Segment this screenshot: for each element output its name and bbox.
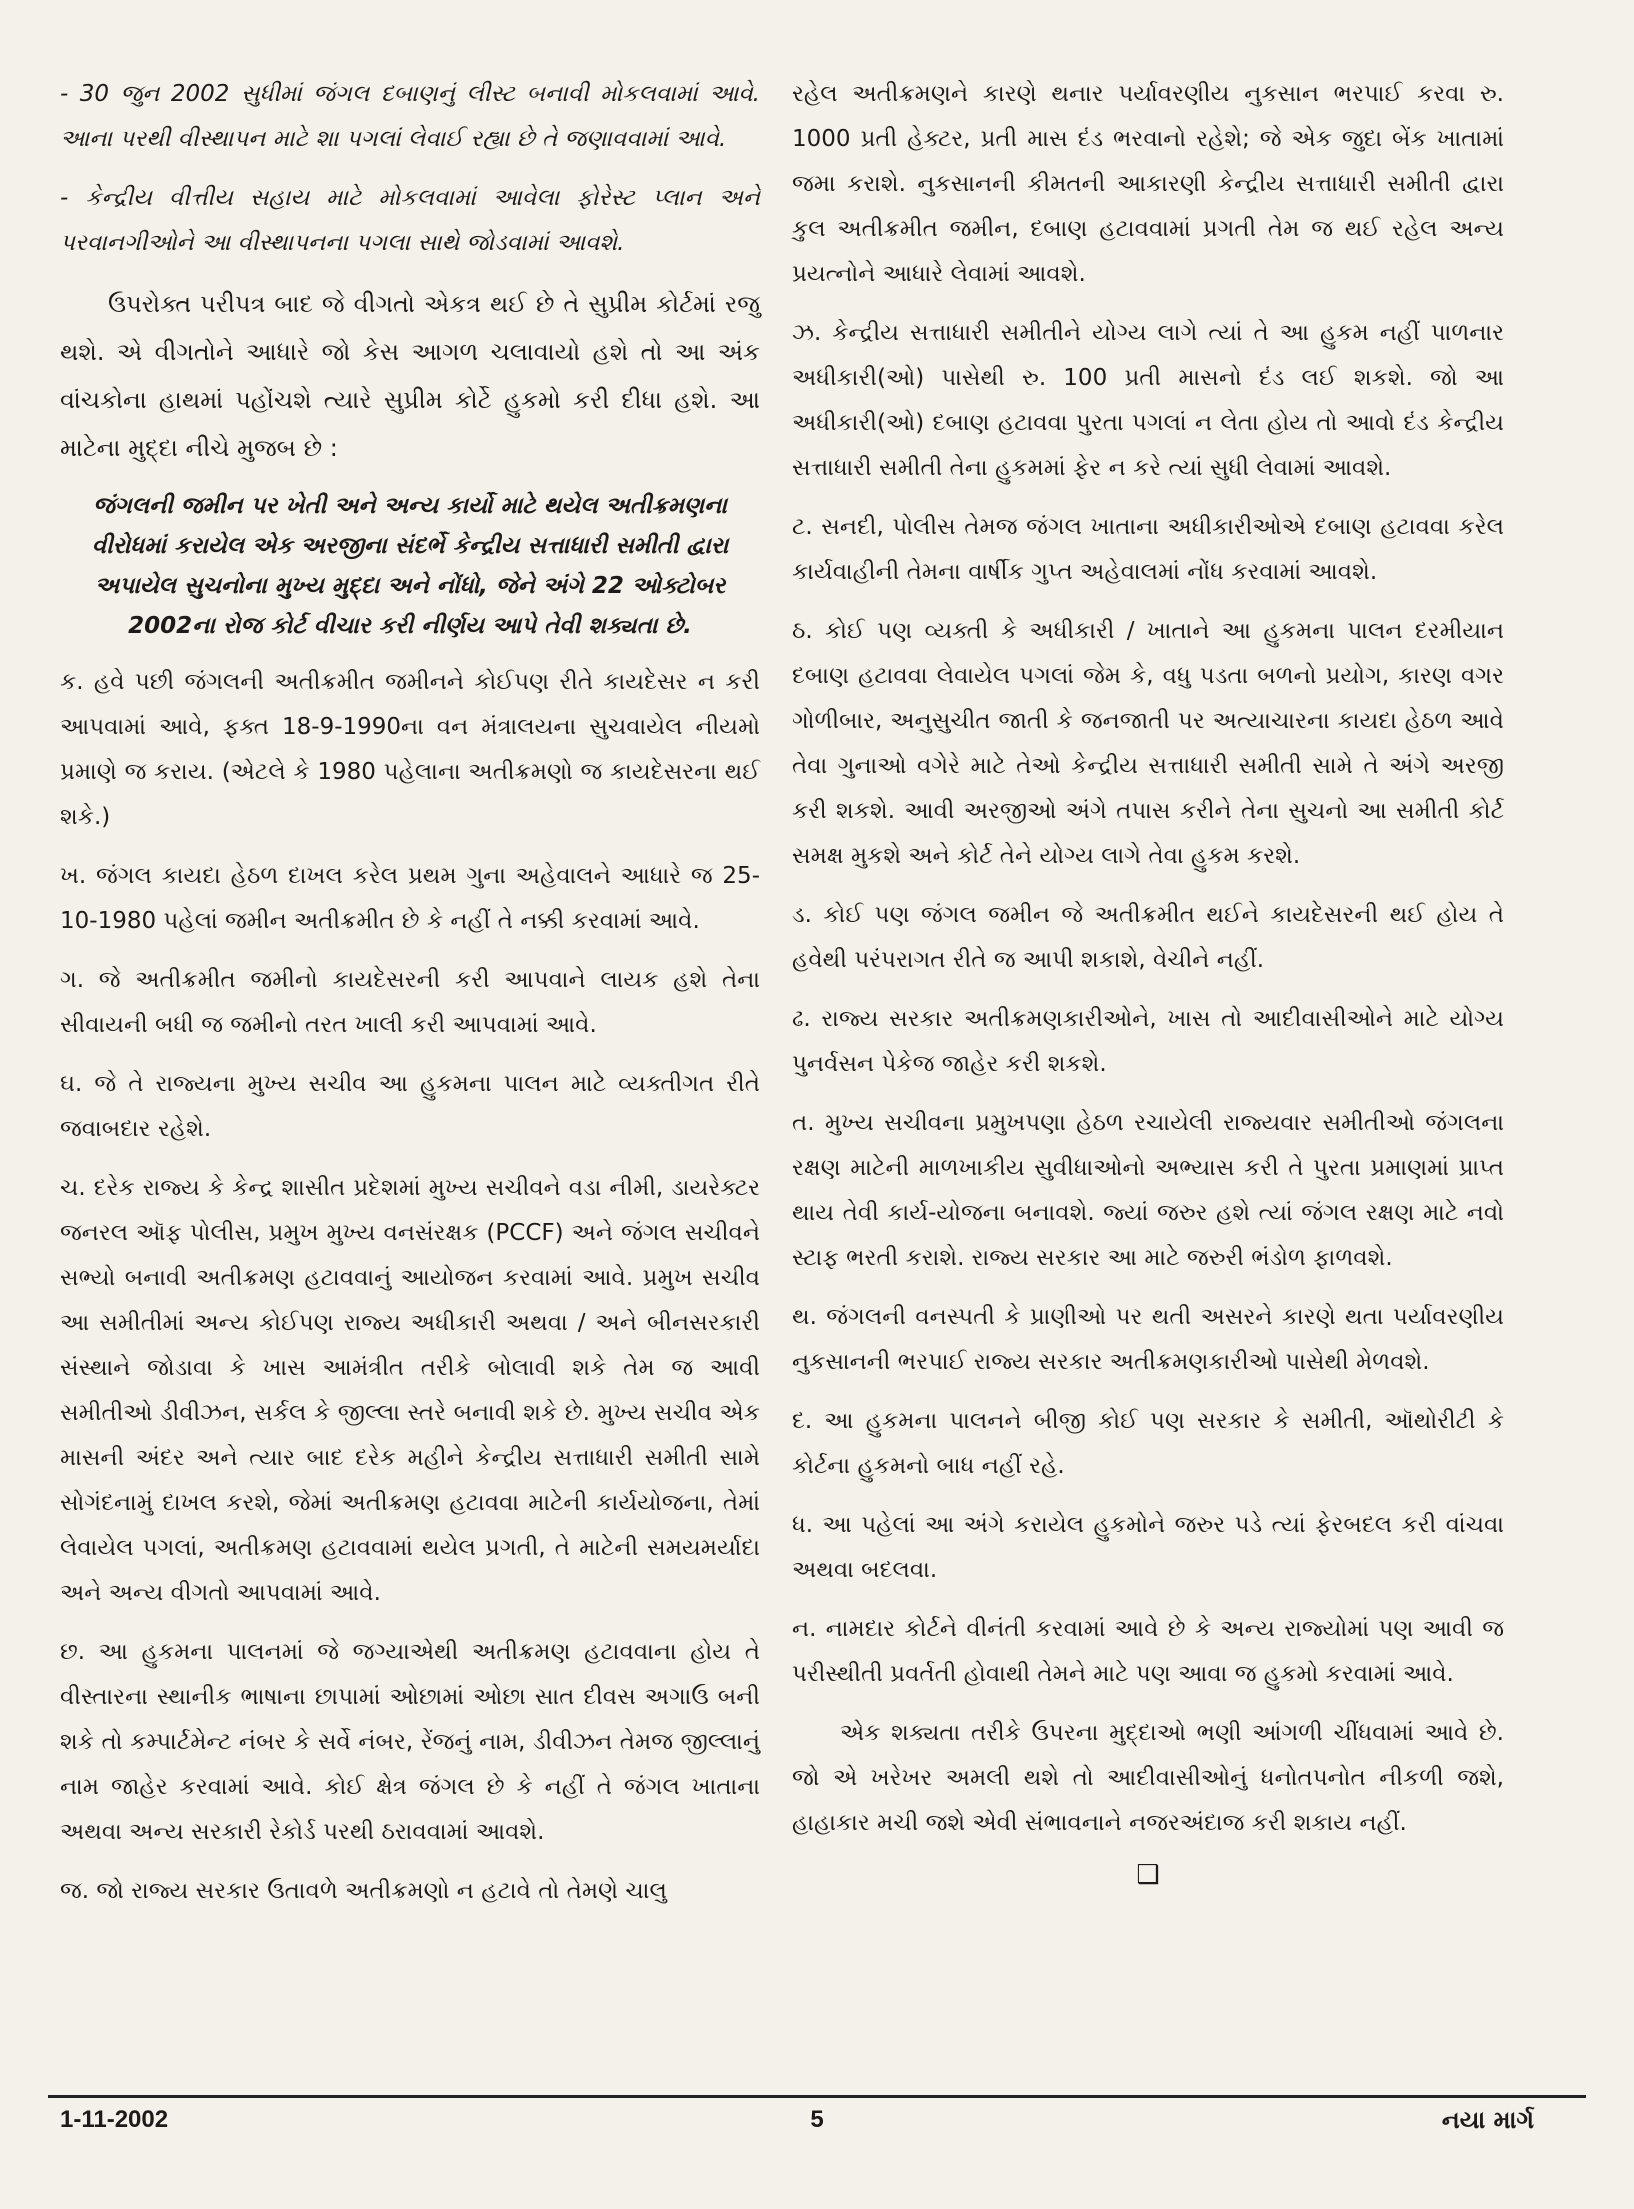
- point-jha: ઝ. કેન્દ્રીય સત્તાધારી સમીતીને યોગ્ય લાગે ત્યાં તે આ હુકમ નહીં પાળનાર અધીકારી(ઓ) પાસેથી રુ. 100 પ્રતી માસનો દંડ લઈ શકશે. જો આ અધીકારી(ઓ) દબાણ હટાવવા પુરતા પગલાં ન લેતા હોય તો આવો દંડ કેન્દ્રીય સત્તાધારી સમીતી તેના હુકમમાં ફેર ન કરે ત્યાં સુધી લેવામાં આવશે.: [792, 320, 1504, 481]
- intro-paragraph: ઉપરોક્ત પરીપત્ર બાદ જે વીગતો એકત્ર થઈ છે તે સુપ્રીમ કોર્ટમાં રજુ થશે. એ વીગતોને આધારે જો કેસ આગળ ચલાવાયો હશે તો આ અંક વાંચકોના હાથમાં પહોંચશે ત્યારે સુપ્રીમ કોર્ટે હુકમો કરી દીધા હશે. આ માટેના મુદ્દા નીચે મુજબ છે :: [60, 290, 760, 462]
- section-heading: જંગલની જમીન પર ખેતી અને અન્ય કાર્યો માટે થયેલ અતીક્રમણના વીરોધમાં કરાયેલ એક અરજીના સંદર્ભે કેન્દ્રીય સત્તાધારી સમીતી દ્વારા અપાયેલ સુચનોના મુખ્ય મુદ્દા અને નોંધો, જેને અંગે 22 ઓક્ટોબર 2002ના રોજ કોર્ટ વીચાર કરી નીર્ણય આપે તેવી શક્યતા છે.: [91, 493, 729, 639]
- point-chha: છ. આ હુકમના પાલનમાં જે જગ્યાએથી અતીક્રમણ હટાવવાના હોય તે વીસ્તારના સ્થાનીક ભાષાના છાપામાં ઓછામાં ઓછા સાત દીવસ અગાઉ બની શકે તો કમ્પાર્ટમેન્ટ નંબર કે સર્વે નંબર, રેંજનું નામ, ડીવીઝન તેમજ જીલ્લાનું નામ જાહેર કરવામાં આવે. કોઈ ક્ષેત્ર જંગલ છે કે નહીં તે જંગલ ખાતાના અથવા અન્ય સરકારી રેકોર્ડ પરથી ઠરાવવામાં આવશે.: [60, 1639, 760, 1845]
- left-column: [60, 72, 760, 1928]
- point-ka: ક. હવે પછી જંગલની અતીક્રમીત જમીનને કોઈપણ રીતે કાયદેસર ન કરી આપવામાં આવે, ફક્ત 18-9-1990ના વન મંત્રાલયના સુચવાયેલ નીયમો પ્રમાણે જ કરાય. (એટલે કે 1980 પહેલાના અતીક્રમણો જ કાયદેસરના થઈ શકે.): [60, 669, 760, 830]
- point-dha-dental: ધ. આ પહેલાં આ અંગે કરાયેલ હુકમોને જરુર પડે ત્યાં ફેરબદલ કરી વાંચવા અથવા બદલવા.: [792, 1512, 1504, 1583]
- point-ga: ગ. જે અતીક્રમીત જમીનો કાયદેસરની કરી આપવાને લાયક હશે તેના સીવાયની બધી જ જમીનો તરત ખાલી કરી આપવામાં આવે.: [60, 967, 760, 1038]
- point-gha: ઘ. જે તે રાજ્યના મુખ્ય સચીવ આ હુકમના પાલન માટે વ્યક્તીગત રીતે જવાબદાર રહેશે.: [60, 1071, 760, 1142]
- intro-bullet-1: - 30 જુન 2002 સુધીમાં જંગલ દબાણનું લીસ્ટ બનાવી મોકલવામાં આવે. આના પરથી વીસ્થાપન માટે શા પગલાં લેવાઈ રહ્યા છે તે જણાવવામાં આવે.: [60, 81, 760, 152]
- end-of-article-icon: ❑: [1136, 1860, 1160, 1890]
- point-cha: ચ. દરેક રાજ્ય કે કેન્દ્ર શાસીત પ્રદેશમાં મુખ્ય સચીવને વડા નીમી, ડાયરેક્ટર જનરલ ઑફ પોલીસ, પ્રમુખ મુખ્ય વનસંરક્ષક (PCCF) અને જંગલ સચીવને સભ્યો બનાવી અતીક્રમણ હટાવવાનું આયોજન કરવામાં આવે. પ્રમુખ સચીવ આ સમીતીમાં અન્ય કોઈપણ રાજ્ય અધીકારી અથવા / અને બીનસરકારી સંસ્થાને જોડાવા કે ખાસ આમંત્રીત તરીકે બોલાવી શકે તેમ જ આવી સમીતીઓ ડીવીઝન, સર્કલ કે જીલ્લા સ્તરે બનાવી શકે છે. મુખ્ય સચીવ એક માસની અંદર અને ત્યાર બાદ દરેક મહીને કેન્દ્રીય સત્તાધારી સમીતી સામે સોગંદનામું દાખલ કરશે, જેમાં અતીક્રમણ હટાવવા માટેની કાર્યયોજના, તેમાં લેવાયેલ પગલાં, અતીક્રમણ હટાવવામાં થયેલ પ્રગતી, તે માટેની સમયમર્યાદા અને અન્ય વીગતો આપવામાં આવે.: [60, 1175, 760, 1606]
- point-ja: જ. જો રાજ્ય સરકાર ઉતાવળે અતીક્રમણો ન હટાવે તો તેમણે ચાલુ: [60, 1878, 667, 1904]
- point-dha: ઢ. રાજ્ય સરકાર અતીક્રમણકારીઓને, ખાસ તો આદીવાસીઓને માટે યોગ્ય પુનર્વસન પેકેજ જાહેર કરી શકશે.: [792, 1006, 1504, 1077]
- page-footer: [60, 2106, 1574, 2150]
- point-ja-continued: રહેલ અતીક્રમણને કારણે થનાર પર્યાવરણીય નુકસાન ભરપાઈ કરવા રુ. 1000 પ્રતી હેક્ટર, પ્રતી માસ દંડ ભરવાનો રહેશે; જે એક જુદા બેંક ખાતામાં જમા કરાશે. નુકસાનની કીમતની આકારણી કેન્દ્રીય સત્તાધારી સમીતી દ્વારા કુલ અતીક્રમીત જમીન, દબાણ હટાવવામાં પ્રગતી તેમ જ થઈ રહેલ અન્ય પ્રયત્નોને આધારે લેવામાં આવશે.: [792, 81, 1504, 287]
- point-da: ડ. કોઈ પણ જંગલ જમીન જે અતીક્રમીત થઈને કાયદેસરની થઈ હોય તે હવેથી પરંપરાગત રીતે જ આપી શકાશે, વેચીને નહીં.: [792, 902, 1504, 973]
- point-tha: ઠ. કોઈ પણ વ્યક્તી કે અધીકારી / ખાતાને આ હુકમના પાલન દરમીયાન દબાણ હટાવવા લેવાયેલ પગલાં જેમ કે, વધુ પડતા બળનો પ્રયોગ, કારણ વગર ગોળીબાર, અનુસુચીત જાતી કે જનજાતી પર અત્યાચારના કાયદા હેઠળ આવે તેવા ગુનાઓ વગેરે માટે તેઓ કેન્દ્રીય સત્તાધારી સમીતી સામે તે અંગે અરજી કરી શકશે. આવી અરજીઓ અંગે તપાસ કરીને તેના સુચનો આ સમીતી કોર્ટ સમક્ષ મુકશે અને કોર્ટ તેને યોગ્ય લાગે તેવા હુકમ કરશે.: [792, 618, 1504, 869]
- point-na: ન. નામદાર કોર્ટને વીનંતી કરવામાં આવે છે કે અન્ય રાજ્યોમાં પણ આવી જ પરીસ્થીતી પ્રવર્તતી હોવાથી તેમને માટે પણ આવા જ હુકમો કરવામાં આવે.: [792, 1616, 1504, 1687]
- issue-date: 1-11-2002: [60, 2106, 169, 2133]
- point-kha: ખ. જંગલ કાયદા હેઠળ દાખલ કરેલ પ્રથમ ગુના અહેવાલને આધારે જ 25-10-1980 પહેલાં જમીન અતીક્રમીત છે કે નહીં તે નક્કી કરવામાં આવે.: [60, 863, 760, 934]
- magazine-name: નયા માર્ગ: [1441, 2106, 1534, 2134]
- footer-divider: [48, 2095, 1586, 2098]
- intro-bullet-2: - કેન્દ્રીય વીત્તીય સહાય માટે મોકલવામાં આવેલા ફોરેસ્ટ પ્લાન અને પરવાનગીઓને આ વીસ્થાપનના પગલા સાથે જોડવામાં આવશે.: [60, 185, 760, 256]
- point-ta: ટ. સનદી, પોલીસ તેમજ જંગલ ખાતાના અધીકારીઓએ દબાણ હટાવવા કરેલ કાર્યવાહીની તેમના વાર્ષીક ગુપ્ત અહેવાલમાં નોંધ કરવામાં આવશે.: [792, 514, 1504, 585]
- right-column: [792, 72, 1504, 1890]
- closing-paragraph: એક શક્યતા તરીકે ઉપરના મુદ્દાઓ ભણી આંગળી ચીંધવામાં આવે છે. જો એ ખરેખર અમલી થશે તો આદીવાસીઓનું ધનોતપનોત નીકળી જશે, હાહાકાર મચી જશે એવી સંભાવનાને નજરઅંદાજ કરી શકાય નહીં.: [792, 1720, 1504, 1836]
- point-ta-dental: ત. મુખ્ય સચીવના પ્રમુખપણા હેઠળ રચાયેલી રાજ્યવાર સમીતીઓ જંગલના રક્ષણ માટેની માળખાકીય સુવીધાઓનો અભ્યાસ કરી તે પુરતા પ્રમાણમાં પ્રાપ્ત થાય તેવી કાર્ય-યોજના બનાવશે. જ્યાં જરુર હશે ત્યાં જંગલ રક્ષણ માટે નવો સ્ટાફ ભરતી કરાશે. રાજ્ય સરકાર આ માટે જરુરી ભંડોળ ફાળવશે.: [792, 1110, 1504, 1271]
- point-da-dental: દ. આ હુકમના પાલનને બીજી કોઈ પણ સરકાર કે સમીતી, ઑથોરીટી કે કોર્ટના હુકમનો બાધ નહીં રહે.: [792, 1408, 1504, 1479]
- point-tha-dental: થ. જંગલની વનસ્પતી કે પ્રાણીઓ પર થતી અસરને કારણે થતા પર્યાવરણીય નુકસાનની ભરપાઈ રાજ્ય સરકાર અતીક્રમણકારીઓ પાસેથી મેળવશે.: [792, 1304, 1504, 1375]
- page-number: 5: [810, 2106, 824, 2133]
